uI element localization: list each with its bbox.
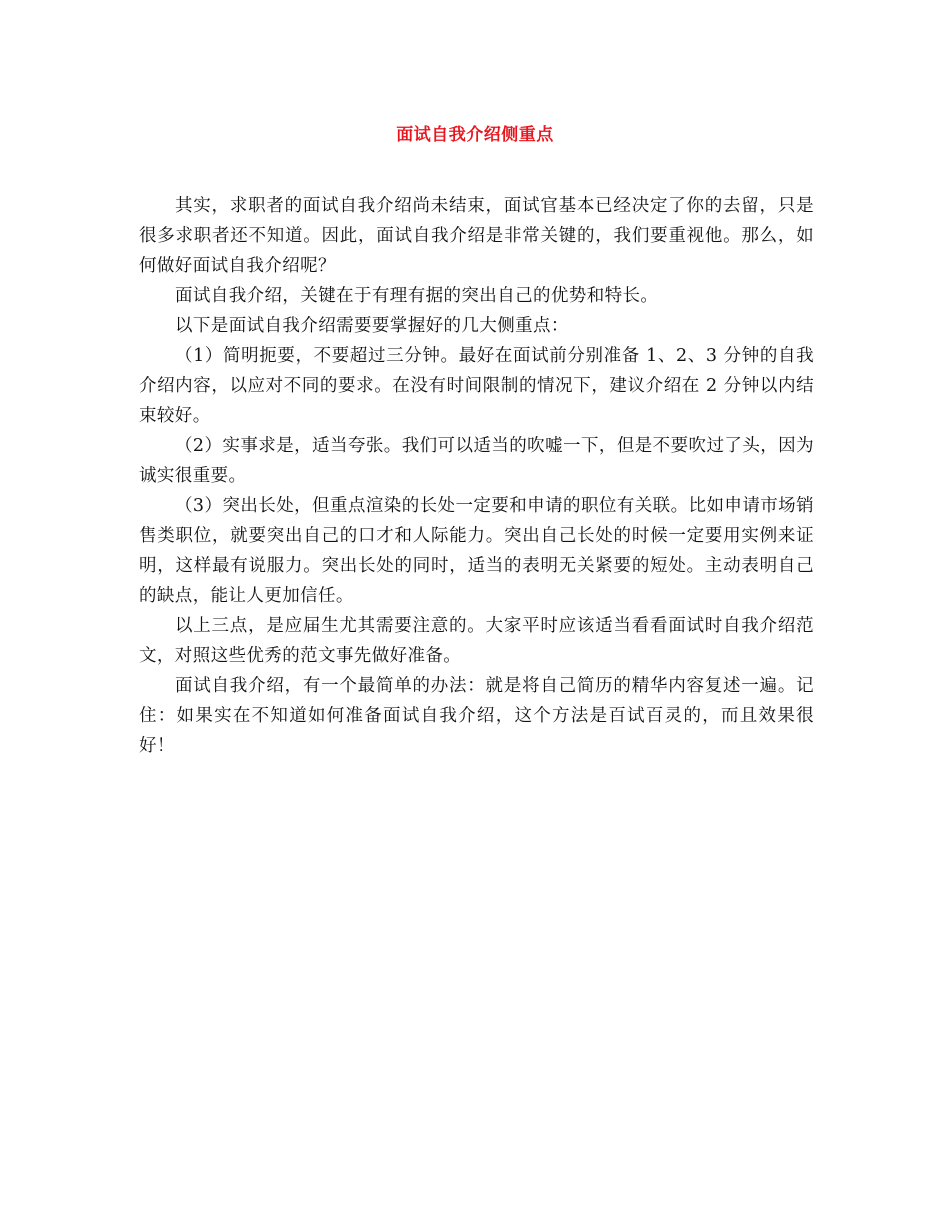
paragraph-key-point: 面试自我介绍，关键在于有理有据的突出自己的优势和特长。: [175, 286, 659, 306]
document-body: [139, 191, 814, 761]
paragraph-point-1: （1）简明扼要，不要超过三分钟。最好在面试前分别准备 1、2、3 分钟的自我介绍内容，以应对不同的要求。在没有时间限制的情况下，建议介绍在 2 分钟以内结束较好。: [139, 346, 814, 426]
document-title: 面试自我介绍侧重点: [396, 125, 554, 145]
paragraph-list-intro: 以下是面试自我介绍需要要掌握好的几大侧重点：: [175, 316, 569, 336]
paragraph-point-3: （3）突出长处，但重点渲染的长处一定要和申请的职位有关联。比如申请市场销售类职位，就要突出自己的口才和人际能力。突出自己长处的时候一定要用实例来证明，这样最有说服力。突出长处的同时，适当的表明无关紧要的短处。主动表明自己的缺点，能让人更加信任。: [139, 496, 814, 606]
paragraph-summary: 以上三点，是应届生尤其需要注意的。大家平时应该适当看看面试时自我介绍范文，对照这些优秀的范文事先做好准备。: [139, 616, 814, 666]
paragraph-tip: 面试自我介绍，有一个最简单的办法：就是将自己简历的精华内容复述一遍。记住：如果实在不知道如何准备面试自我介绍，这个方法是百试百灵的，而且效果很好！: [139, 676, 814, 756]
paragraph-point-2: （2）实事求是，适当夸张。我们可以适当的吹嘘一下，但是不要吹过了头，因为诚实很重要。: [139, 436, 814, 486]
paragraph-intro: 其实，求职者的面试自我介绍尚未结束，面试官基本已经决定了你的去留，只是很多求职者还不知道。因此，面试自我介绍是非常关键的，我们要重视他。那么，如何做好面试自我介绍呢？: [139, 196, 814, 276]
